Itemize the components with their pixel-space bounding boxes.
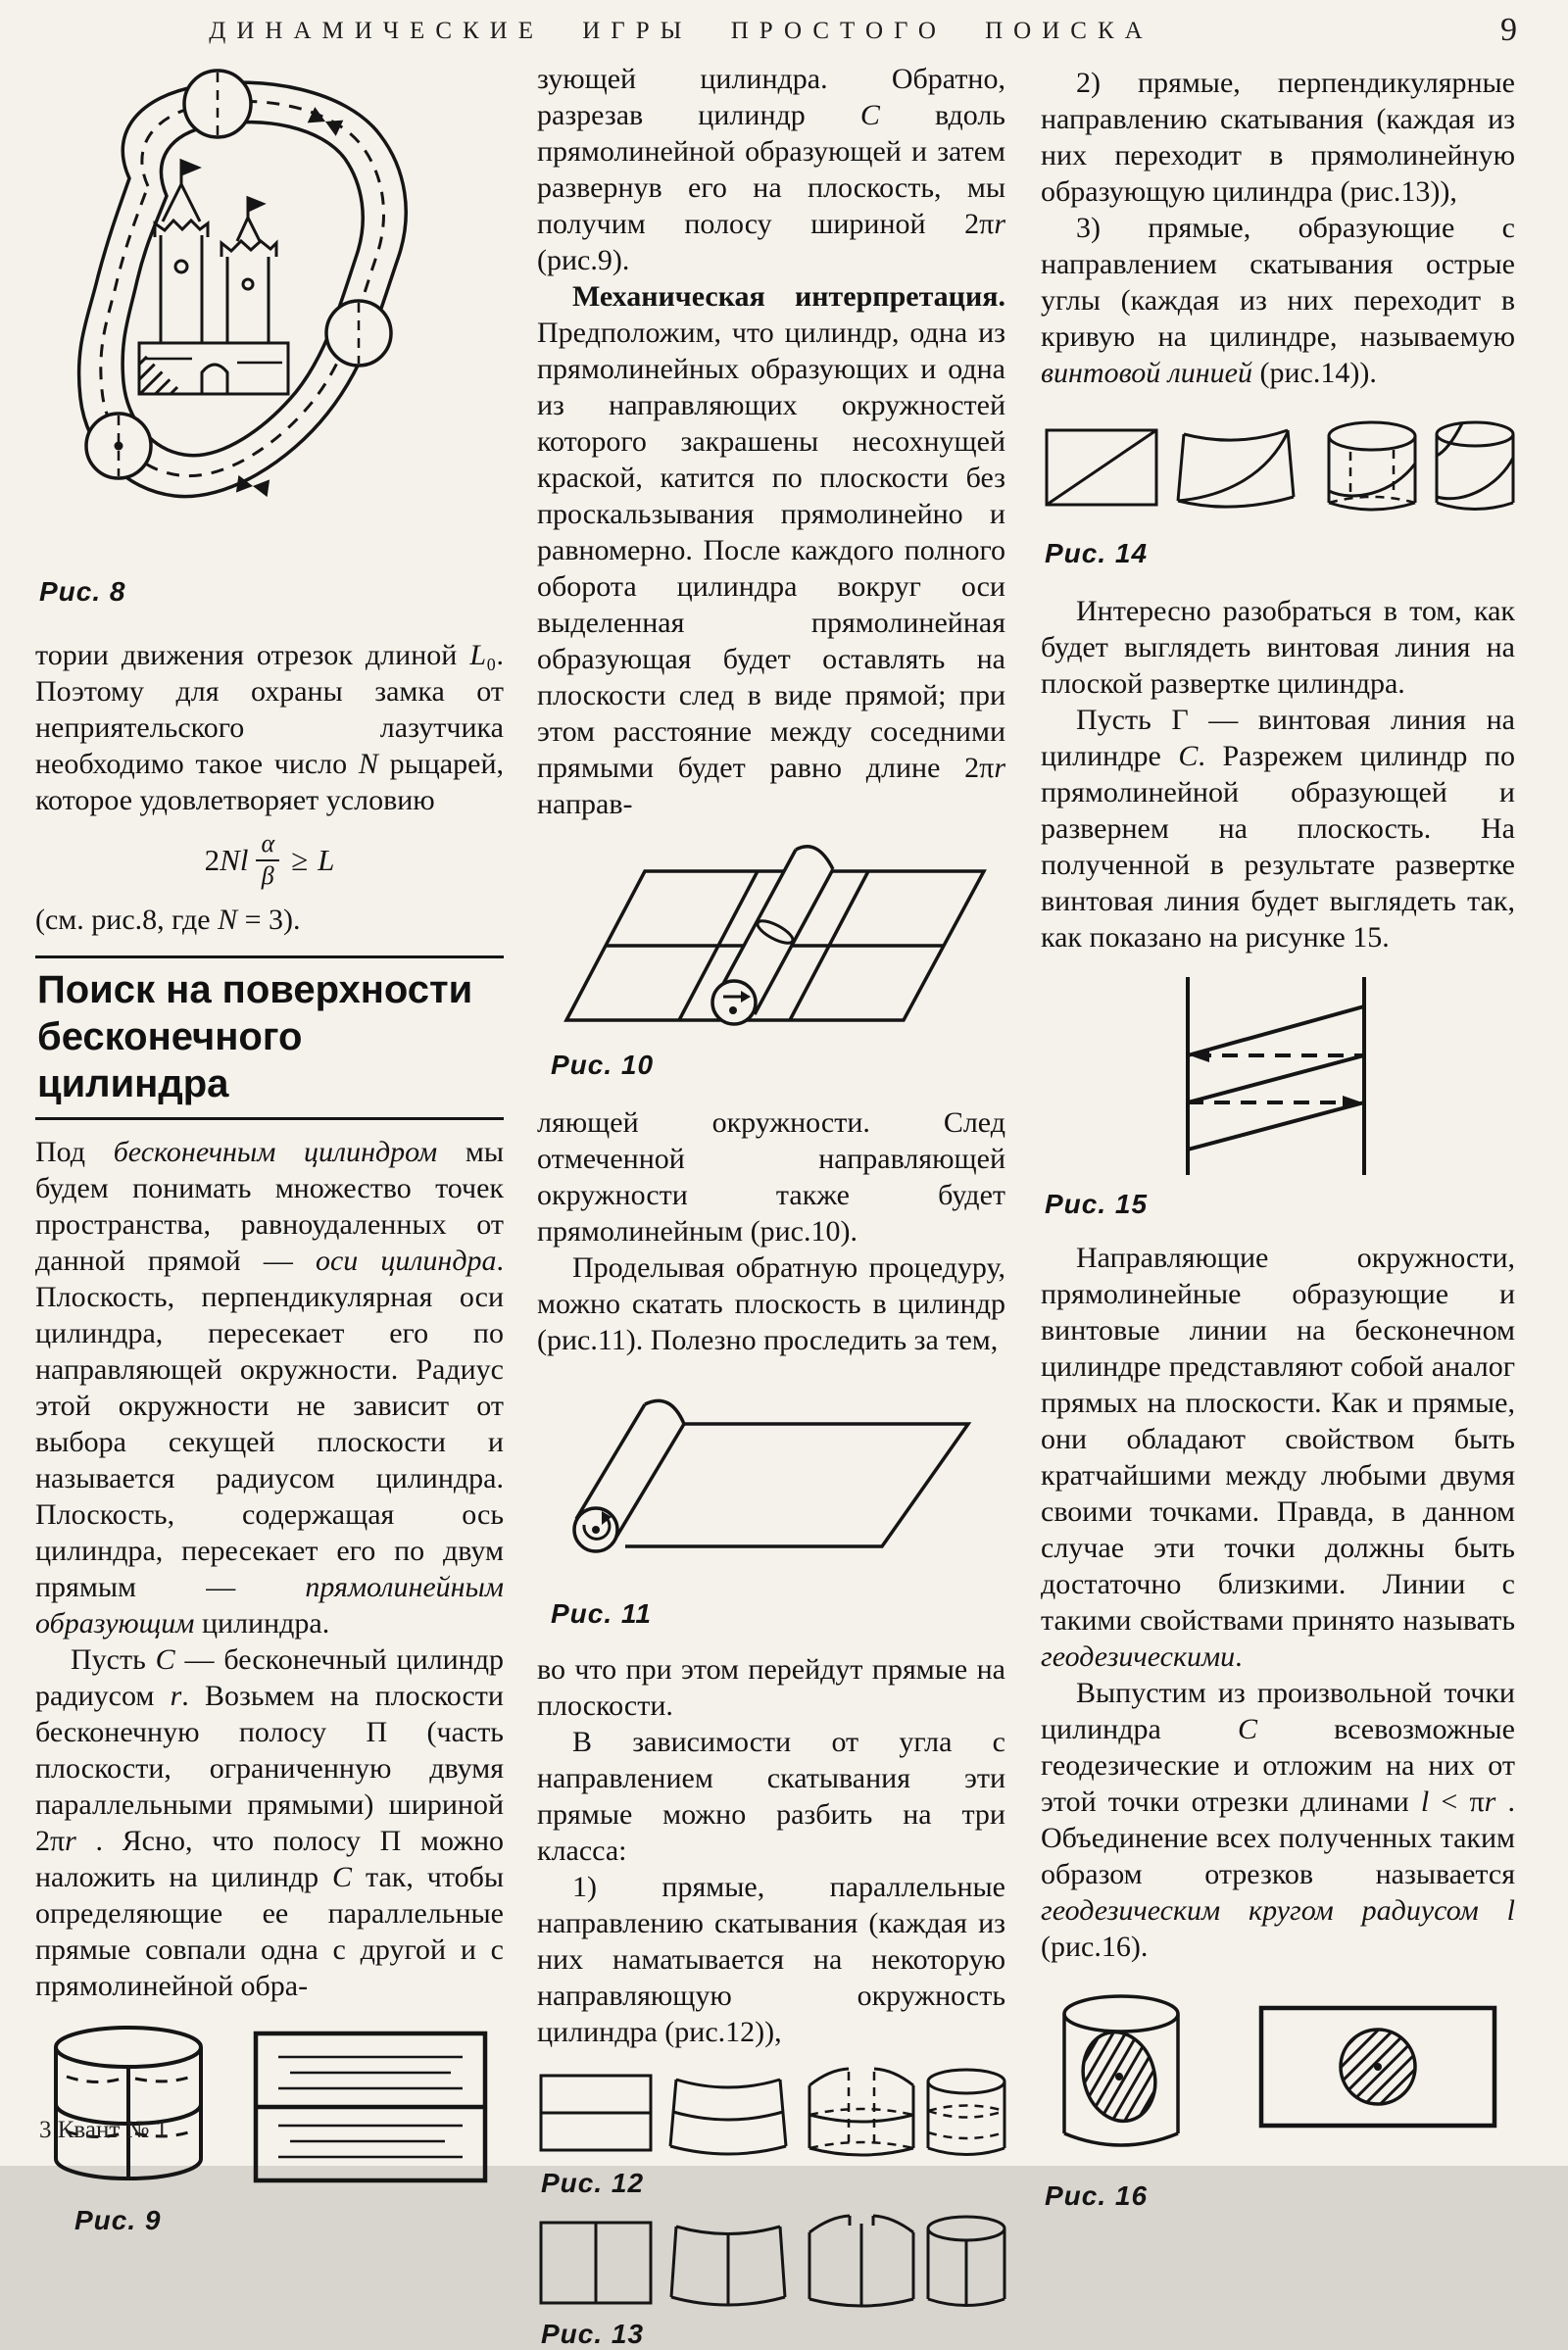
figure-11-drawing xyxy=(537,1370,1005,1591)
figure-12-caption: Рис. 12 xyxy=(541,2168,645,2198)
column-right xyxy=(1041,0,1516,2211)
paragraph-three-classes: В зависимости от угла с направлением скатывания эти прямые можно разбить на три класса: xyxy=(537,1726,1005,1867)
figure-16 xyxy=(1041,1979,1515,2212)
column-left xyxy=(35,0,504,2236)
paragraph-infinite-cylinder-def: Под бесконечным цилиндром мы будем понимать множество точек пространства, равноудаленных от данной прямой — оси цилиндра. Плоскость, перпендикулярная оси цилиндра, пересекает его по направляющей окружности. Радиус этой окружности не зависит от выбора секущей плоскости и называется радиусом цилиндра. Плоскость, содержащая ось цилиндра, пересекает его по двум прямым — прямолинейным образующим цилиндра. xyxy=(35,1136,504,1640)
figure-8-drawing xyxy=(35,49,504,568)
figure-8-caption: Рис. 8 xyxy=(39,576,126,607)
figure-14 xyxy=(1041,407,1515,569)
paragraph-see-fig8: (см. рис.8, где N = 3). xyxy=(35,904,301,937)
heading-rule-bottom xyxy=(35,1117,504,1120)
running-head: ДИНАМИЧЕСКИЕ ИГРЫ ПРОСТОГО ПОИСКА xyxy=(209,18,1153,44)
figure-8 xyxy=(35,49,504,608)
print-signature: 3 Квант № 1 xyxy=(39,2117,169,2143)
formula-relation: ≥ xyxy=(291,842,309,877)
section-title: Поиск на поверхности бесконечного цилиндра xyxy=(37,968,473,1106)
figure-9-caption: Рис. 9 xyxy=(74,2205,162,2236)
section-heading-search-on-cylinder xyxy=(35,955,504,1120)
knight-circles xyxy=(86,71,391,478)
paragraph-reverse-procedure: Проделывая обратную процедуру, можно скатать плоскость в цилиндр (рис.11). Полезно проследить за тем, xyxy=(537,1251,1005,1356)
figure-13-drawing xyxy=(537,2209,1005,2315)
castle-sketch xyxy=(139,161,288,394)
paragraph-class-3: 3) прямые, образующие с направлением скатывания острые углы (каждая из них переходит в кривую на цилиндре, называемую винтовой линией (рис.14)). xyxy=(1041,212,1515,389)
page-number: 9 xyxy=(1500,12,1517,48)
paragraph-mechanical-interpretation: Механическая интерпретация. Предположим, что цилиндр, одна из прямолинейных образующих и одна из направляющих окружностей которого закрашены несохнущей краской, катится по плоскости без проскальзывания прямолинейно и равномерно. После каждого полного оборота цилиндра вокруг оси выделенная прямолинейная образующая будет оставлять на плоскости след в виде прямой; при этом расстояние между соседними прямыми будет равно длине 2πr направ- xyxy=(537,280,1005,820)
figure-11 xyxy=(537,1370,1005,1630)
figure-16-drawing xyxy=(1041,1979,1515,2175)
formula-rhs: L xyxy=(318,842,335,877)
figure-10 xyxy=(537,836,1005,1081)
figure-16-caption: Рис. 16 xyxy=(1045,2180,1149,2211)
figure-14-drawing xyxy=(1041,407,1515,532)
formula-coefficient: 2 xyxy=(204,842,220,877)
formula-fraction: $\frac{\alpha}{\beta}$ xyxy=(256,830,279,890)
figure-11-caption: Рис. 11 xyxy=(551,1598,652,1629)
figure-15-drawing xyxy=(1041,969,1515,1183)
paragraph-class-2: 2) прямые, перпендикулярные направлению скатывания (каждая из них переходит в прямолинейную образующую цилиндра (рис.13)), xyxy=(1041,67,1515,208)
band-bowtie-marks xyxy=(236,107,343,497)
figure-10-caption: Рис. 10 xyxy=(551,1050,655,1080)
paragraph-strip-pi: Пусть C — бесконечный цилиндр радиусом r. Возьмем на плоскости бесконечную полосу П (часть плоскости, ограниченную двумя параллельными прямыми) шириной 2πr . Ясно, что полосу П можно наложить на цилиндр C так, чтобы определяющие ее параллельные прямые совпали одна с другой и с прямолинейной обра- xyxy=(35,1643,504,2003)
column-middle xyxy=(537,0,1005,2349)
paragraph-lines-become: во что при этом перейдут прямые на плоскости. xyxy=(537,1653,1005,1722)
figure-14-caption: Рис. 14 xyxy=(1045,538,1149,568)
figure-9-drawing xyxy=(35,2016,504,2197)
figure-13-caption: Рис. 13 xyxy=(541,2319,645,2349)
paragraph-geodesics: Направляющие окружности, прямолинейные образующие и винтовые линии на бесконечном цилиндре представляют собой аналог прямых на плоскости. Как и прямые, они обладают свойством быть кратчайшими между любыми двумя своими точками. Правда, в данном случае эти точки должны быть достаточно близкими. Линии с такими свойствами принято называть геодезическими. xyxy=(1041,1242,1515,1673)
paragraph-circle-trace: ляющей окружности. След отмеченной направляющей окружности также будет прямолинейным (рис.10). xyxy=(537,1106,1005,1248)
formula-variables: Nl xyxy=(220,842,249,877)
paragraph-helix-unrolled: Пусть Г — винтовая линия на цилиндре C. Разрежем цилиндр по прямолинейной образующей и развернем на плоскость. На полученной в результате развертке винтовая линия будет выглядеть так, как показано на рисунке 15. xyxy=(1041,704,1515,954)
figure-15 xyxy=(1041,969,1515,1220)
paragraph-geodesic-circle: Выпустим из произвольной точки цилиндра C всевозможные геодезические и отложим на них от этой точки отрезки длинами l < πr . Объединение всех полученных таким образом отрезков называется геодезическим кругом радиусом l (рис.16). xyxy=(1041,1677,1516,1963)
figure-13 xyxy=(537,2209,1005,2315)
figure-12 xyxy=(537,2060,1005,2164)
paragraph-interesting: Интересно разобраться в том, как будет выглядеть винтовая линия на плоской развертке цилиндра. xyxy=(1041,595,1515,700)
paragraph-class-1: 1) прямые, параллельные направлению скатывания (каждая из них наматывается на некоторую направляющую окружность цилиндра (рис.12)), xyxy=(537,1871,1005,2048)
knights-condition-formula xyxy=(35,830,504,890)
figure-12-drawing xyxy=(537,2060,1005,2164)
paragraph-knights-condition: тории движения отрезок длиной L₀. Поэтому для охраны замка от неприятельского лазутчика необходимо такое число N рыцарей, которое удовлетворяет условию xyxy=(35,639,504,816)
figure-10-drawing xyxy=(537,836,1005,1042)
figure-15-caption: Рис. 15 xyxy=(1045,1189,1149,1219)
paragraph-unroll-strip: зующей цилиндра. Обратно, разрезав цилиндр C вдоль прямолинейной образующей и затем развернув его на плоскость, мы получим полосу шириной 2πr (рис.9). xyxy=(537,63,1005,276)
